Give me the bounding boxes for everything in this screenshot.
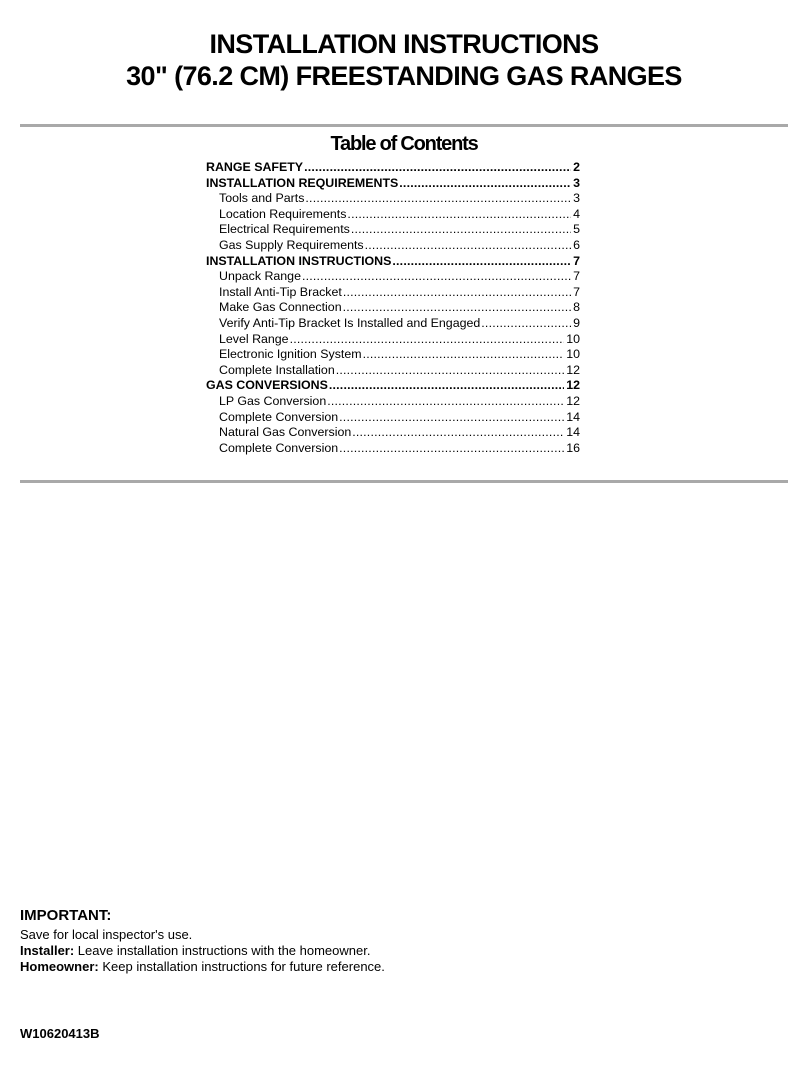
toc-entry[interactable] bbox=[206, 160, 580, 176]
installer-note bbox=[20, 943, 385, 959]
toc-leader bbox=[481, 316, 571, 332]
toc-entry[interactable] bbox=[206, 363, 580, 379]
toc-entry-page: 2 bbox=[573, 160, 580, 174]
toc-entry-label: Gas Supply Requirements bbox=[219, 237, 364, 252]
homeowner-text: Keep installation instructions for future reference. bbox=[98, 959, 385, 974]
toc-entry-label: Natural Gas Conversion bbox=[219, 425, 352, 440]
toc-entry[interactable] bbox=[206, 378, 580, 394]
toc-leader bbox=[329, 378, 564, 394]
toc-leader bbox=[352, 425, 564, 441]
toc-leader bbox=[304, 160, 571, 176]
installer-text: Leave installation instructions with the homeowner. bbox=[74, 943, 371, 958]
toc-leader bbox=[343, 300, 572, 316]
toc-entry-page: 12 bbox=[566, 378, 580, 393]
toc-entry[interactable] bbox=[206, 410, 580, 426]
toc-leader bbox=[290, 332, 565, 348]
toc-leader bbox=[339, 410, 564, 426]
toc-entry-label: Complete Conversion bbox=[219, 440, 339, 455]
installer-label: Installer: bbox=[20, 943, 75, 958]
toc-entry-label: Unpack Range bbox=[219, 269, 301, 284]
important-heading: IMPORTANT: bbox=[20, 907, 112, 924]
toc-leader bbox=[339, 441, 564, 457]
part-number: W10620413B bbox=[20, 1026, 100, 1041]
toc-leader bbox=[343, 285, 571, 301]
toc-leader bbox=[327, 394, 564, 410]
toc-entry-label: Location Requirements bbox=[219, 206, 347, 221]
toc-entry-label: Verify Anti-Tip Bracket Is Installed and Engaged bbox=[219, 315, 481, 330]
toc-leader bbox=[351, 222, 571, 238]
toc-entry-page: 8 bbox=[573, 300, 580, 315]
toc-entry-page: 3 bbox=[573, 175, 580, 190]
toc-entry-label: Make Gas Connection bbox=[219, 300, 342, 315]
toc-entry-page: 7 bbox=[573, 269, 580, 284]
toc-entry-label: RANGE SAFETY bbox=[206, 160, 304, 174]
toc-entry-label: Level Range bbox=[219, 331, 289, 346]
toc-entry[interactable] bbox=[206, 394, 580, 410]
toc-leader bbox=[336, 363, 564, 379]
title-line-1: INSTALLATION INSTRUCTIONS bbox=[209, 29, 599, 59]
toc-entry-page: 7 bbox=[573, 253, 580, 268]
bottom-divider bbox=[20, 480, 788, 483]
toc-leader bbox=[399, 176, 571, 192]
toc-leader bbox=[392, 254, 571, 270]
toc-entry-page: 5 bbox=[573, 222, 580, 237]
toc-entry-page: 12 bbox=[566, 362, 580, 377]
toc-leader bbox=[305, 191, 571, 207]
toc-entry-label: Install Anti-Tip Bracket bbox=[219, 284, 342, 299]
toc-leader bbox=[302, 269, 571, 285]
toc-entry[interactable] bbox=[206, 347, 580, 363]
toc-entry[interactable] bbox=[206, 176, 580, 192]
homeowner-label: Homeowner: bbox=[20, 959, 99, 974]
table-of-contents bbox=[206, 160, 580, 456]
title-line-2: 30" (76.2 CM) FREESTANDING GAS RANGES bbox=[126, 61, 682, 91]
toc-entry[interactable] bbox=[206, 254, 580, 270]
top-divider bbox=[20, 124, 788, 127]
toc-entry[interactable] bbox=[206, 191, 580, 207]
toc-leader bbox=[365, 238, 571, 254]
toc-entry-page: 9 bbox=[573, 315, 580, 330]
inspector-note: Save for local inspector's use. bbox=[20, 927, 193, 942]
toc-entry-label: GAS CONVERSIONS bbox=[206, 378, 328, 393]
toc-entry[interactable] bbox=[206, 238, 580, 254]
toc-entry-page: 16 bbox=[566, 440, 580, 455]
toc-entry[interactable] bbox=[206, 207, 580, 223]
toc-entry-page: 7 bbox=[573, 284, 580, 299]
toc-entry[interactable] bbox=[206, 285, 580, 301]
toc-entry-label: Tools and Parts bbox=[219, 191, 305, 206]
toc-entry-label: INSTALLATION INSTRUCTIONS bbox=[206, 253, 392, 268]
toc-entry-label: Electrical Requirements bbox=[219, 222, 350, 237]
toc-entry[interactable] bbox=[206, 441, 580, 457]
toc-entry-page: 6 bbox=[573, 237, 580, 252]
toc-entry[interactable] bbox=[206, 425, 580, 441]
toc-entry-page: 10 bbox=[566, 347, 580, 362]
toc-entry[interactable] bbox=[206, 332, 580, 348]
toc-entry-page: 4 bbox=[573, 206, 580, 221]
toc-entry-label: LP Gas Conversion bbox=[219, 393, 327, 408]
toc-entry-page: 10 bbox=[566, 331, 580, 346]
toc-entry[interactable] bbox=[206, 269, 580, 285]
toc-leader bbox=[347, 207, 571, 223]
toc-heading: Table of Contents bbox=[330, 133, 478, 155]
toc-entry-page: 12 bbox=[566, 393, 580, 408]
important-notice bbox=[20, 907, 385, 975]
toc-entry-label: Complete Conversion bbox=[219, 409, 339, 424]
toc-entry-label: INSTALLATION REQUIREMENTS bbox=[206, 175, 399, 190]
toc-leader bbox=[363, 347, 565, 363]
document-title bbox=[0, 28, 808, 92]
toc-entry-label: Electronic Ignition System bbox=[219, 347, 362, 362]
toc-entry-page: 14 bbox=[566, 425, 580, 440]
toc-entry-label: Complete Installation bbox=[219, 362, 335, 377]
toc-entry[interactable] bbox=[206, 316, 580, 332]
toc-entry[interactable] bbox=[206, 222, 580, 238]
homeowner-note bbox=[20, 959, 385, 975]
toc-entry[interactable] bbox=[206, 300, 580, 316]
toc-entry-page: 14 bbox=[566, 409, 580, 424]
toc-entry-page: 3 bbox=[573, 191, 580, 206]
